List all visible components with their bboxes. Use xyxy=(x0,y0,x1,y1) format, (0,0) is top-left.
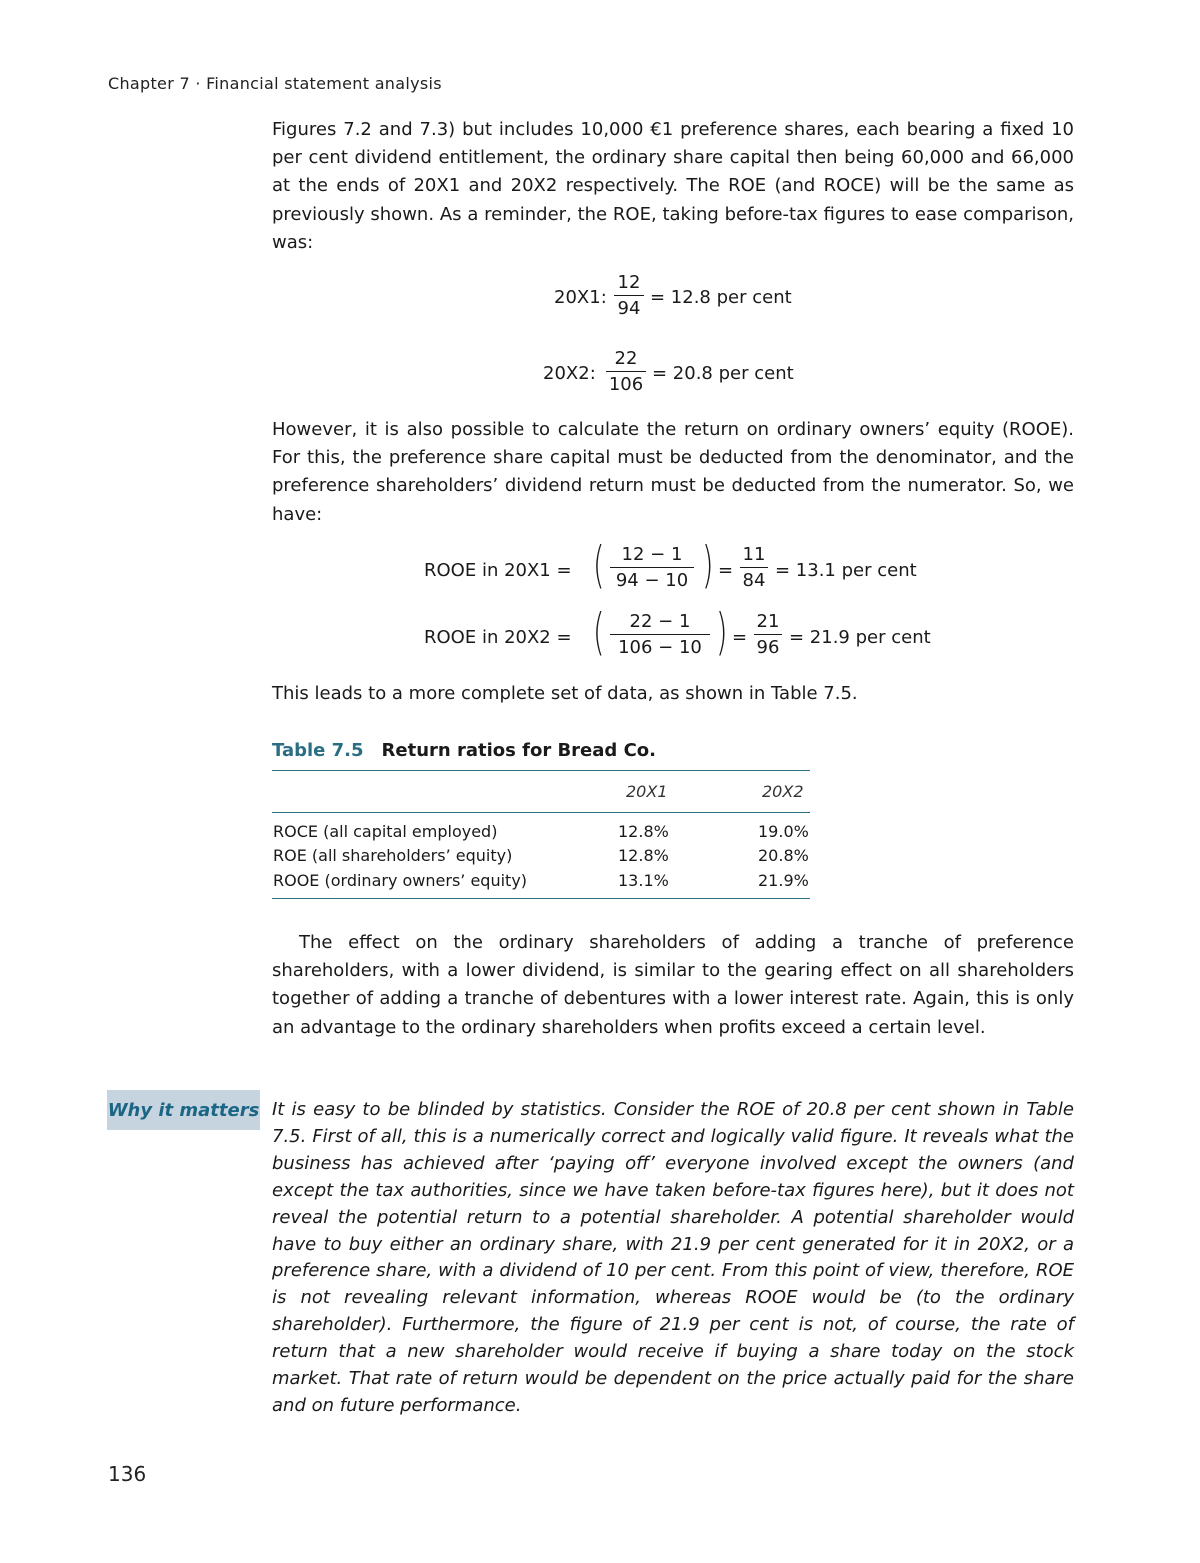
rooe-20x2-num2: 21 xyxy=(756,611,780,632)
table-cell: 12.8% xyxy=(618,846,669,865)
rooe-20x2-denominator: 106 − 10 xyxy=(618,637,702,658)
rooe-20x1-den2: 84 xyxy=(742,570,766,591)
roe-20x1-result: = 12.8 per cent xyxy=(650,287,792,308)
table-row-label: ROOE (ordinary owners’ equity) xyxy=(273,871,528,890)
rooe-20x1-label: ROOE in 20X1 = xyxy=(424,560,572,581)
roe-20x2-fraction xyxy=(606,348,646,395)
roe-20x2-label: 20X2: xyxy=(543,363,596,384)
roe-20x1-label: 20X1: xyxy=(554,287,607,308)
table-cell: 19.0% xyxy=(758,822,809,841)
right-paren: ) xyxy=(715,603,728,661)
left-paren: ( xyxy=(592,603,605,661)
column-header-20x1: 20X1 xyxy=(626,782,668,801)
why-it-matters-label: Why it matters xyxy=(107,1090,260,1130)
column-header-20x2: 20X2 xyxy=(762,782,804,801)
table-bottom-rule xyxy=(272,898,810,899)
table-cell: 21.9% xyxy=(758,871,809,890)
table-caption xyxy=(272,740,656,761)
table-row-label: ROE (all shareholders’ equity) xyxy=(273,846,513,865)
rooe-20x2-numerator: 22 − 1 xyxy=(629,611,691,632)
paragraph-intro: Figures 7.2 and 7.3) but includes 10,000 €1 preference shares, each bearing a fixed 10 per cent dividend entitlement, the ordinary share capital then being 60,000 and 66,000 at the ends of 20X1 and 20X2 respectively. The ROE (and ROCE) will be the same as previously shown. As a reminder, the ROE, taking before-tax figures to ease comparison, was: xyxy=(272,119,1074,253)
rooe-20x1-num2: 11 xyxy=(742,544,766,565)
roe-20x2-denominator: 106 xyxy=(608,374,644,395)
rooe-20x1-numerator: 12 − 1 xyxy=(621,544,683,565)
left-paren: ( xyxy=(592,536,605,594)
table-cell: 12.8% xyxy=(618,822,669,841)
why-it-matters-text: It is easy to be blinded by statistics. Consider the ROE of 20.8 per cent shown in Table 7.5. First of all, this is a numerically correct and logically valid figure. It reveals what the business has achieved after ‘paying off’ everyone involved except the owners (and except the tax authorities, since we have taken before-tax figures here), but it does not reveal the potential return to a potential shareholder. A potential shareholder would have to buy either an ordinary share, with 21.9 per cent generated for it in 20X2, or a preference share, with a dividend of 10 per cent. From this point of view, therefore, ROE is not revealing relevant information, whereas ROOE would be (to the ordinary shareholder). Furthermore, the figure of 21.9 per cent is not, of course, the rate of return that a new shareholder would receive if buying a share today on the stock market. That rate of return would be dependent on the price actually paid for the share and on future performance. xyxy=(272,1099,1074,1416)
roe-20x1-denominator: 94 xyxy=(617,298,641,319)
paragraph-table-lead: This leads to a more complete set of data, as shown in Table 7.5. xyxy=(272,683,858,704)
roe-20x1-numerator: 12 xyxy=(617,272,641,293)
running-head: Chapter 7 · Financial statement analysis xyxy=(108,74,442,93)
table-cell: 13.1% xyxy=(618,871,669,890)
rooe-20x2-den2: 96 xyxy=(756,637,780,658)
rooe-20x1-simplified xyxy=(740,544,768,591)
paragraph-gearing: The effect on the ordinary shareholders of adding a tranche of preference shareholders, with a lower dividend, is similar to the gearing effect on all shareholders together of adding a tranche of debentures with a lower interest rate. Again, this is only an advantage to the ordinary shareholders when profits exceed a certain level. xyxy=(272,932,1074,1038)
paragraph-rooe-intro: However, it is also possible to calculate the return on ordinary owners’ equity (ROOE). For this, the preference share capital must be deducted from the denominator, and the preference shareholders’ dividend return must be deducted from the numerator. So, we have: xyxy=(272,419,1074,525)
right-paren: ) xyxy=(701,536,714,594)
rooe-20x1-denominator: 94 − 10 xyxy=(615,570,689,591)
table-top-rule xyxy=(272,770,810,771)
rooe-20x2-label: ROOE in 20X2 = xyxy=(424,627,572,648)
rooe-20x1-equals: = xyxy=(718,560,734,581)
roe-20x1-fraction xyxy=(614,272,644,319)
rooe-20x2-fraction xyxy=(610,611,710,658)
roe-20x2-result: = 20.8 per cent xyxy=(652,363,794,384)
table-cell: 20.8% xyxy=(758,846,809,865)
rooe-20x2-equals: = xyxy=(732,627,748,648)
rooe-20x1-fraction xyxy=(610,544,694,591)
table-row-label: ROCE (all capital employed) xyxy=(273,822,498,841)
table-number: Table 7.5 xyxy=(272,740,364,761)
table-header-rule xyxy=(272,812,810,813)
table-title: Return ratios for Bread Co. xyxy=(381,740,656,761)
rooe-20x2-simplified xyxy=(754,611,782,658)
rooe-20x1-result: = 13.1 per cent xyxy=(775,560,917,581)
rooe-20x2-result: = 21.9 per cent xyxy=(789,627,931,648)
page-number: 136 xyxy=(108,1462,147,1486)
roe-20x2-numerator: 22 xyxy=(614,348,638,369)
